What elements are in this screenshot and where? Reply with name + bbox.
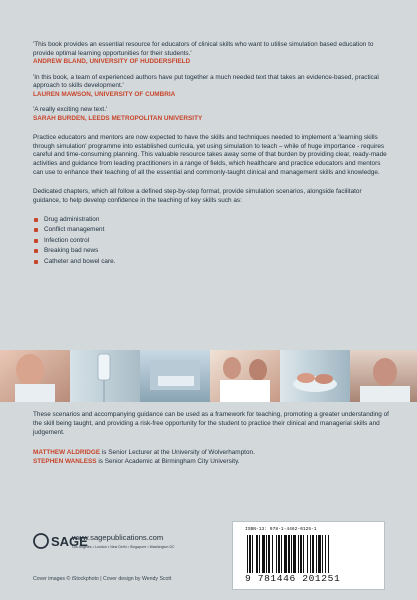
photo-nurse <box>0 350 70 402</box>
skills-list <box>33 215 389 267</box>
barcode-bar <box>276 535 277 573</box>
publisher-cities: Los Angeles • London • New Delhi • Singapore • Washington DC <box>72 545 175 549</box>
endorsement-quote: 'This book provides an essential resource for educators of clinical skills who want to utilise simulation based education to provide optimal learning opportunities for their students.' <box>33 41 374 57</box>
barcode-bar <box>281 535 282 573</box>
bullet-icon <box>34 239 38 243</box>
list-item <box>33 215 389 225</box>
author-bio <box>33 448 389 457</box>
barcode-bar <box>325 535 326 573</box>
barcode-bar <box>278 535 280 573</box>
cover-credits: Cover images © iStockphoto | Cover design by Wendy Scott <box>33 576 172 582</box>
list-item <box>33 246 389 256</box>
framework-paragraph: These scenarios and accompanying guidance can be used as a framework for teaching, promoting a greater understanding of the skill being taught, and providing a risk-free opportunity for the student to practice their clinical and managerial skills and judgement. <box>33 411 389 436</box>
barcode-bar <box>310 535 311 573</box>
barcode-bar <box>322 535 323 573</box>
endorsement-1 <box>33 41 389 67</box>
isbn-label: ISBN-13: 978-1-4462-0125-1 <box>245 527 317 532</box>
barcode <box>247 535 369 573</box>
photo-ward <box>140 350 210 402</box>
photo-patient <box>350 350 417 402</box>
chapters-paragraph: Dedicated chapters, which all follow a defined step-by-step format, provide simulation scenarios, alongside facilitator guidance, to help develop confidence in the teaching of key skills such as: <box>33 188 362 205</box>
barcode-bar <box>266 535 267 573</box>
list-item <box>33 236 389 246</box>
barcode-bar <box>284 535 287 573</box>
barcode-bar <box>300 535 302 573</box>
barcode-bar <box>316 535 317 573</box>
photo-collage <box>0 350 417 402</box>
endorsement-attribution: LAUREN MAWSON, UNIVERSITY OF CUMBRIA <box>33 91 176 99</box>
description-paragraph: Practice educators and mentors are now expected to have the skills and techniques needed to implement a 'learning skills through simulation' programme into established curricula, yet using simulation to teach – while of huge importance - requires careful and time-consuming planning. This valuable resource takes away some of that burden by providing clear, ready-made activities and guidance from leading practitioners in a range of fields, which healthcare and practice educators and mentors can use to enhance their teaching of all the essential and commonly-taught clinical and management skills and knowledge. <box>33 133 387 177</box>
endorsement-quote: 'A really exciting new text.' <box>33 106 108 114</box>
bullet-icon <box>34 228 38 232</box>
barcode-bar <box>249 535 251 573</box>
barcode-bar <box>318 535 321 573</box>
endorsement-quote: 'In this book, a team of experienced authors have put together a much needed text that takes an evidence-based, practical approach to skills development.' <box>33 73 379 90</box>
barcode-bar <box>307 535 308 573</box>
barcode-bar <box>262 535 265 573</box>
list-item-label: Catheter and bowel care. <box>44 257 116 265</box>
endorsement-attribution: ANDREW BLAND, UNIVERSITY OF HUDDERSFIELD <box>33 58 191 66</box>
bullet-icon <box>34 260 38 264</box>
barcode-bar <box>247 535 248 573</box>
list-item-label: Infection control <box>44 236 90 244</box>
author-name: STEPHEN WANLESS <box>33 457 97 465</box>
endorsement-attribution: SARAH BURDEN, LEEDS METROPOLITAN UNIVERSITY <box>33 114 203 122</box>
barcode-bar <box>293 535 296 573</box>
publisher-url: www.sagepublications.com <box>72 533 164 542</box>
list-item <box>33 257 389 267</box>
barcode-number: 9 781446 201251 <box>245 573 341 584</box>
lower-text <box>33 411 389 466</box>
list-item <box>33 225 389 235</box>
barcode-bar <box>259 535 260 573</box>
photo-drip <box>70 350 140 402</box>
author-bio <box>33 457 389 466</box>
photo-strip <box>0 350 417 402</box>
list-item-label: Conflict management <box>44 226 105 234</box>
svg-text:SAGE: SAGE <box>51 534 88 549</box>
bullet-icon <box>34 218 38 222</box>
author-description: is Senior Lecturer at the University of Wolverhampton. <box>100 448 255 456</box>
bullet-icon <box>34 249 38 253</box>
photo-staff <box>210 350 280 402</box>
list-item-label: Drug administration <box>44 215 100 223</box>
barcode-bar <box>298 535 299 573</box>
barcode-bar <box>303 535 304 573</box>
author-description: is Senior Academic at Birmingham City University. <box>96 457 240 465</box>
barcode-bar <box>268 535 270 573</box>
photo-handwashing <box>280 350 350 402</box>
endorsement-2 <box>33 74 389 100</box>
barcode-panel <box>232 521 385 590</box>
barcode-bar <box>256 535 258 573</box>
barcode-bar <box>252 535 253 573</box>
list-item-label: Breaking bad news <box>44 247 99 255</box>
author-bios <box>33 448 389 466</box>
upper-text <box>33 41 389 267</box>
author-name: MATTHEW ALDRIDGE <box>33 448 101 456</box>
barcode-bar <box>312 535 314 573</box>
barcode-bar <box>328 535 329 573</box>
endorsement-3 <box>33 106 389 123</box>
barcode-bar <box>272 535 273 573</box>
barcode-bar <box>288 535 290 573</box>
barcode-bar <box>291 535 292 573</box>
